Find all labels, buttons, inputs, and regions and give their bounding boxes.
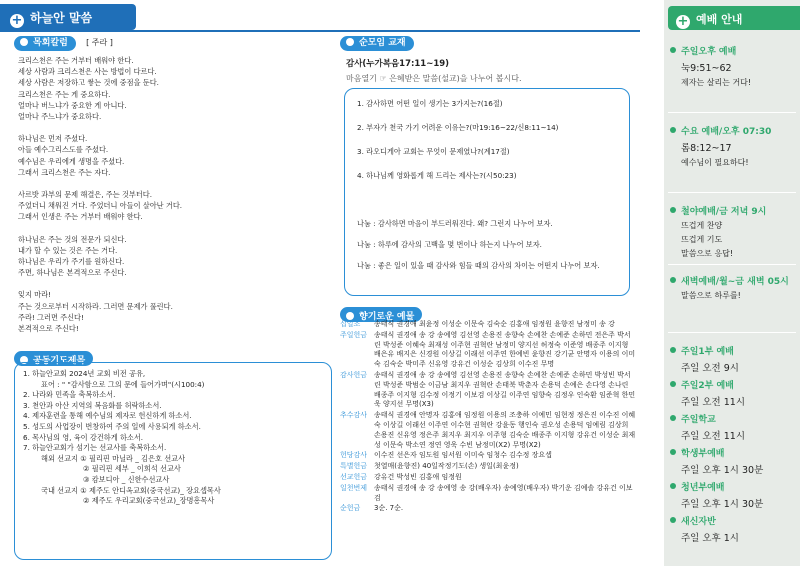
pastor-column bbox=[14, 36, 314, 334]
service-item bbox=[670, 412, 796, 442]
service-item bbox=[670, 446, 796, 476]
bullet-icon bbox=[670, 415, 676, 421]
paragraph-gap bbox=[18, 122, 314, 133]
offering-names: 송태식 권경애 송 강 송예영 김선영 손용진 송향숙 손예찬 손예준 손하민 박성빈 박서린 박성준 박범순 이금남 최지우 권혁란 손태북 박춘자 손용덕 손예은 손다영 손나린 배종주 이지형 김수정 이정기 이보검 이상길 이주연 임향숙 김정우 인숙환 임준혁 한민욱 양지선 무명(X3) bbox=[374, 370, 636, 409]
service-name-text: 새벽예배/월~금 새벽 05시 bbox=[681, 277, 789, 287]
service-name bbox=[670, 480, 796, 493]
column-line: 그래서 크리스천은 주는 자다. bbox=[18, 167, 111, 177]
service-item bbox=[670, 274, 796, 301]
offering-row bbox=[340, 320, 636, 330]
service-name-text: 청년부예배 bbox=[681, 483, 725, 493]
offering-label: 십일조 bbox=[340, 320, 361, 328]
bullet-icon bbox=[670, 47, 676, 53]
sidebar-divider bbox=[668, 332, 796, 333]
service-detail: 롬8:12~17 bbox=[681, 143, 732, 154]
prayer-item: 6. 목사님의 영, 육이 강건하게 하소서. bbox=[23, 432, 144, 442]
offering-names: 3순. 7순. bbox=[374, 504, 404, 513]
service-detail: 주일 오후 1시 30분 bbox=[681, 465, 764, 476]
service-name-text: 학생부예배 bbox=[681, 449, 725, 459]
service-name bbox=[670, 274, 796, 287]
service-detail: 주일 오전 11시 bbox=[681, 397, 746, 408]
service-item bbox=[670, 44, 796, 88]
question-gap bbox=[357, 195, 617, 219]
offering-list bbox=[340, 320, 636, 515]
service-name bbox=[670, 446, 796, 459]
column-line: 주라! 그러면 주신다! bbox=[18, 312, 84, 322]
offering-label: 선교헌금 bbox=[340, 472, 368, 481]
service-detail: 눅9:51~62 bbox=[681, 63, 732, 74]
offering-label: 주일헌금 bbox=[340, 330, 368, 339]
bullet-icon bbox=[670, 449, 676, 455]
service-detail: 말씀으로 하루를! bbox=[681, 291, 741, 300]
share-item: 나눔 : 감사하면 마음이 부드러워진다. 왜? 그런지 나누어 보자. bbox=[357, 219, 553, 228]
question-item: 4. 하나님께 영화롭게 해 드리는 제사는?(시50:23) bbox=[357, 171, 517, 180]
cell-pill bbox=[340, 36, 414, 51]
service-name bbox=[670, 514, 796, 527]
bullet-icon bbox=[670, 483, 676, 489]
service-name bbox=[670, 378, 796, 391]
offering-label: 일천번제 bbox=[340, 483, 368, 492]
question-box bbox=[344, 88, 630, 296]
share-item: 나눔 : 하루에 감사의 고백을 몇 번이나 하는지 나누어 보자. bbox=[357, 240, 542, 249]
column-author: [ 주라 ] bbox=[86, 38, 113, 47]
column-line: 크리스천은 주는 거부터 배워야 한다. bbox=[18, 56, 134, 65]
service-detail: 주일 오전 11시 bbox=[681, 431, 746, 442]
offering-label: 특별헌금 bbox=[340, 462, 368, 471]
column-body bbox=[14, 55, 314, 334]
service-header bbox=[668, 6, 800, 30]
column-line: 주었더니 채워진 거다. 주었더니 아들이 살아난 거다. bbox=[18, 201, 183, 211]
column-line: 예수님은 우리에게 생명을 주셨다. bbox=[18, 156, 125, 166]
offering-row bbox=[340, 462, 636, 472]
service-name-text: 주일학교 bbox=[681, 415, 716, 425]
header-title: 하늘안 말씀 bbox=[30, 11, 93, 25]
column-line: 얼마나 버느냐가 중요한 게 아니다. bbox=[18, 100, 127, 110]
service-name bbox=[670, 124, 796, 137]
service-detail: 예수님이 필요하다! bbox=[681, 158, 749, 167]
header-tab bbox=[0, 4, 136, 30]
header-rule bbox=[0, 30, 640, 32]
column-line: 내가 할 수 있는 것은 주는 거다. bbox=[18, 245, 118, 255]
bullet-icon bbox=[670, 381, 676, 387]
service-name-text: 수요 예배/오후 07:30 bbox=[681, 127, 772, 137]
cell-section bbox=[340, 36, 636, 84]
service-name bbox=[670, 44, 796, 57]
bullet-icon bbox=[346, 38, 354, 46]
bullet-icon bbox=[670, 277, 676, 283]
prayer-item: 4. 제자훈련을 통해 예수님의 제자로 헌신하게 하소서. bbox=[23, 411, 192, 421]
column-title: 목회칼럼 bbox=[33, 38, 68, 48]
service-name-text: 주일오후 예배 bbox=[681, 47, 737, 57]
column-line: 아들 예수그리스도를 주셨다. bbox=[18, 145, 109, 155]
prayer-item: ② 필리핀 세부 _ 이희석 선교사 bbox=[83, 464, 181, 474]
service-name bbox=[670, 204, 796, 217]
offering-names: 송태식 권경애 최윤정 이성순 이문숙 김숙순 김홍애 임정원 윤향진 남정미 송 강 bbox=[374, 320, 615, 328]
service-item bbox=[670, 378, 796, 408]
service-item bbox=[670, 514, 796, 544]
service-detail: 말씀으로 응답! bbox=[681, 249, 734, 258]
column-line: 본격적으로 주신다! bbox=[18, 324, 79, 334]
service-name bbox=[670, 412, 796, 425]
offering-row bbox=[340, 331, 636, 370]
offering-label: 추수감사 bbox=[340, 411, 368, 420]
cell-subtitle: 감사(누가복음17:11~19) bbox=[346, 59, 450, 69]
offering-names: 첫열매(윤향진) 40일작정기도(손) 생일(최윤정) bbox=[374, 462, 519, 471]
offering-label: 감사헌금 bbox=[340, 370, 368, 379]
service-name-text: 주일1부 예배 bbox=[681, 347, 734, 357]
column-line: 사르밧 과부의 문제 해결은, 주는 것부터다. bbox=[18, 190, 153, 200]
sidebar-divider bbox=[668, 192, 796, 193]
offering-row bbox=[340, 451, 636, 461]
bullet-icon bbox=[670, 127, 676, 133]
offering-label: 순헌금 bbox=[340, 504, 361, 513]
prayer-item: ③ 캄보디아 _ 신한수선교사 bbox=[83, 474, 170, 484]
column-line: 하나님은 먼저 주셨다. bbox=[18, 134, 88, 144]
column-line: 주는 것으로부터 시작하라. 그러면 문제가 풀린다. bbox=[18, 301, 173, 311]
offering-names: 이수진 선은자 임도원 임서원 이미숙 임청수 김수정 장요셉 bbox=[374, 451, 552, 460]
paragraph-gap bbox=[18, 178, 314, 189]
cell-desc: 마음열기 ☞ 은혜받은 말씀(설교)을 나누어 봅시다. bbox=[346, 74, 522, 84]
column-pill bbox=[14, 36, 76, 51]
service-item bbox=[670, 204, 796, 259]
prayer-item: 표어 : " "감사함으로 그의 문에 들어가며"(시100:4) bbox=[41, 379, 205, 389]
column-line: 그래서 인생은 주는 거부터 배워야 한다. bbox=[18, 212, 143, 222]
service-title: 예배 안내 bbox=[696, 13, 743, 26]
column-line: 주면, 하나님은 본격적으로 주신다. bbox=[18, 268, 127, 278]
prayer-item: 2. 나라와 민족을 축복하소서. bbox=[23, 390, 116, 400]
cell-title: 순모임 교재 bbox=[359, 38, 406, 48]
share-item: 나눔 : 좋은 일이 있을 때 감사와 힘들 때의 감사의 차이는 어떤지 나누어 보자. bbox=[357, 261, 600, 270]
service-detail: 주일 오후 1시 bbox=[681, 533, 739, 544]
service-name-text: 새신자반 bbox=[681, 517, 716, 527]
bullet-icon bbox=[20, 38, 28, 46]
column-line: 얼마나 주느냐가 중요하다. bbox=[18, 112, 102, 122]
service-item bbox=[670, 344, 796, 374]
sidebar-divider bbox=[668, 264, 796, 265]
cross-icon: + bbox=[11, 13, 23, 28]
service-detail: 제자는 살리는 거다! bbox=[681, 78, 752, 87]
offering-row bbox=[340, 504, 636, 514]
top-header bbox=[0, 4, 640, 32]
bullet-icon bbox=[670, 207, 676, 213]
service-item bbox=[670, 124, 796, 168]
service-item bbox=[670, 480, 796, 510]
offering-names: 강유건 박성빈 김홍애 임정원 bbox=[374, 472, 462, 481]
paragraph-gap bbox=[18, 278, 314, 289]
question-item: 1. 감사하면 어떤 일이 생기는 3가지는?(16절) bbox=[357, 99, 503, 108]
service-name bbox=[670, 344, 796, 357]
column-line: 잊지 마라! bbox=[18, 290, 51, 300]
prayer-item: 5. 성도의 사업장이 번창하여 주의 일에 사용되게 하소서. bbox=[23, 421, 201, 431]
prayer-item: 3. 천안과 아산 지역의 복음화를 허락하소서. bbox=[23, 400, 162, 410]
offering-names: 송태식 권경애 안명자 김홍애 임정원 이용의 조충하 이예민 임현정 정은진 이수진 이혜숙 이상길 이래선 이주연 이수현 권혁란 강윤동 행인숙 권오성 손용덕 임예림 김상희 손용진 신유영 정은주 최지우 최지우 이주형 김숙순 배종주 이지형 강유건 이성순 최재성 이문숙 박소연 정연 영욱 수빈 남정미(X2) 무명(X2) bbox=[374, 411, 636, 449]
prayer-title: 공동기도제목 bbox=[33, 356, 86, 366]
column-line: 크리스천은 주는 게 중요하다. bbox=[18, 89, 111, 99]
bullet-icon bbox=[670, 347, 676, 353]
paragraph-gap bbox=[18, 223, 314, 234]
prayer-item: 국내 선교지 ① 제주도 안디옥교회(중국선교)_ 장요셉목사 bbox=[41, 485, 221, 495]
prayer-list bbox=[14, 362, 332, 560]
prayer-item: 7. 하늘안교회가 섬기는 선교사를 축복하소서. bbox=[23, 443, 167, 453]
column-line: 세상 사람과 크리스천은 사는 방법이 다르다. bbox=[18, 67, 157, 77]
service-name-text: 철야예배/금 저녁 9시 bbox=[681, 207, 767, 217]
offering-row bbox=[340, 484, 636, 504]
prayer-item: ② 제주도 우리교회(중국선교)_장명흥목사 bbox=[83, 496, 215, 506]
cross-icon: + bbox=[677, 14, 689, 29]
offering-names: 송태식 권경애 송 강 송예영 김선영 손용진 송향숙 손예찬 손예준 손하민 전은주 박서린 박성준 이혜숙 최재성 이주현 권혁란 남정미 양지선 허정숙 이준영 배종주 이지형 배은유 배지은 신경원 이상길 이래선 이주연 한예빈 윤향진 강기균 안명자 이용의 이미숙 김숙순 박미주 신유영 강유건 이성순 김상희 이수진 무명 bbox=[374, 330, 636, 369]
prayer-item: 해외 선교지 ① 필리핀 마닐라 _ 김은호 선교사 bbox=[41, 453, 186, 463]
prayer-item: 1. 하늘안교회 2024년 교회 비전 공유, bbox=[23, 369, 146, 378]
question-item: 3. 라오디게아 교회는 무엇이 문제였나?(계17절) bbox=[357, 147, 510, 156]
column-line: 하나님은 주는 것의 전문가 되신다. bbox=[18, 234, 127, 244]
service-detail: 주일 오전 9시 bbox=[681, 363, 739, 374]
column-line: 세상 사람은 저장하고 쌓는 것에 중점을 둔다. bbox=[18, 78, 159, 88]
service-name-text: 주일2부 예배 bbox=[681, 381, 734, 391]
offering-names: 송태식 권경애 송 강 송예영 송 강(배우자) 송예영(배우자) 박기운 김예솔 강유건 이보검 bbox=[374, 483, 633, 502]
offering-row bbox=[340, 371, 636, 410]
service-detail: 뜨겁게 찬양 bbox=[681, 221, 723, 230]
offering-label: 헌당감사 bbox=[340, 451, 368, 460]
bullet-icon bbox=[670, 517, 676, 523]
service-detail: 뜨겁게 기도 bbox=[681, 235, 723, 244]
column-line: 하나님은 우리가 주기를 원하신다. bbox=[18, 257, 125, 267]
offering-row bbox=[340, 473, 636, 483]
sidebar-divider bbox=[668, 112, 796, 113]
service-detail: 주일 오후 1시 30분 bbox=[681, 499, 764, 510]
offering-title: 향기로운 예물 bbox=[359, 312, 415, 322]
bullet-icon bbox=[346, 312, 354, 320]
offering-row bbox=[340, 411, 636, 450]
question-item: 2. 부자가 천국 가기 어려운 이유는?(마19:16~22/신8:11~14) bbox=[357, 123, 559, 132]
